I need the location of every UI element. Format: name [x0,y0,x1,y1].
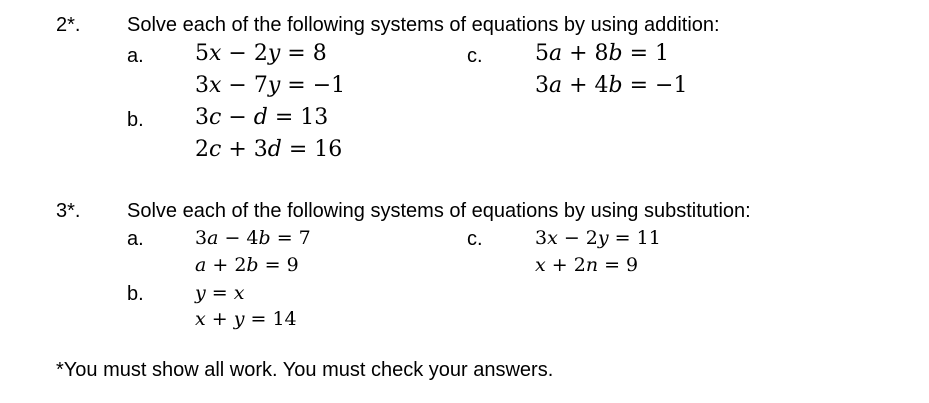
equation: 5x − 2y = 8 [195,41,327,66]
problem-instructions: Solve each of the following systems of equations by using addition: [127,14,720,36]
part-label-c: c. [467,45,483,67]
part-label-a: a. [127,45,144,67]
part-label-c: c. [467,228,483,250]
equation: 3x − 7y = −1 [195,73,346,98]
equation: x + 2n = 9 [535,254,639,276]
part-label-b: b. [127,109,144,131]
problem-instructions: Solve each of the following systems of equations by using substitution: [127,200,751,222]
equation: 3c − d = 13 [195,105,329,130]
equation: 2c + 3d = 16 [195,137,343,162]
equation: 3a − 4b = 7 [195,227,311,249]
footer-note: *You must show all work. You must check your answers. [56,359,554,381]
equation: 5a + 8b = 1 [535,41,670,66]
equation: a + 2b = 9 [195,254,299,276]
equation: y = x [195,282,245,304]
problem-number: 3*. [56,200,81,222]
equation: 3x − 2y = 11 [535,227,661,249]
problem-number: 2*. [56,14,81,36]
part-label-b: b. [127,283,144,305]
part-label-a: a. [127,228,144,250]
equation: 3a + 4b = −1 [535,73,688,98]
equation: x + y = 14 [195,308,297,330]
